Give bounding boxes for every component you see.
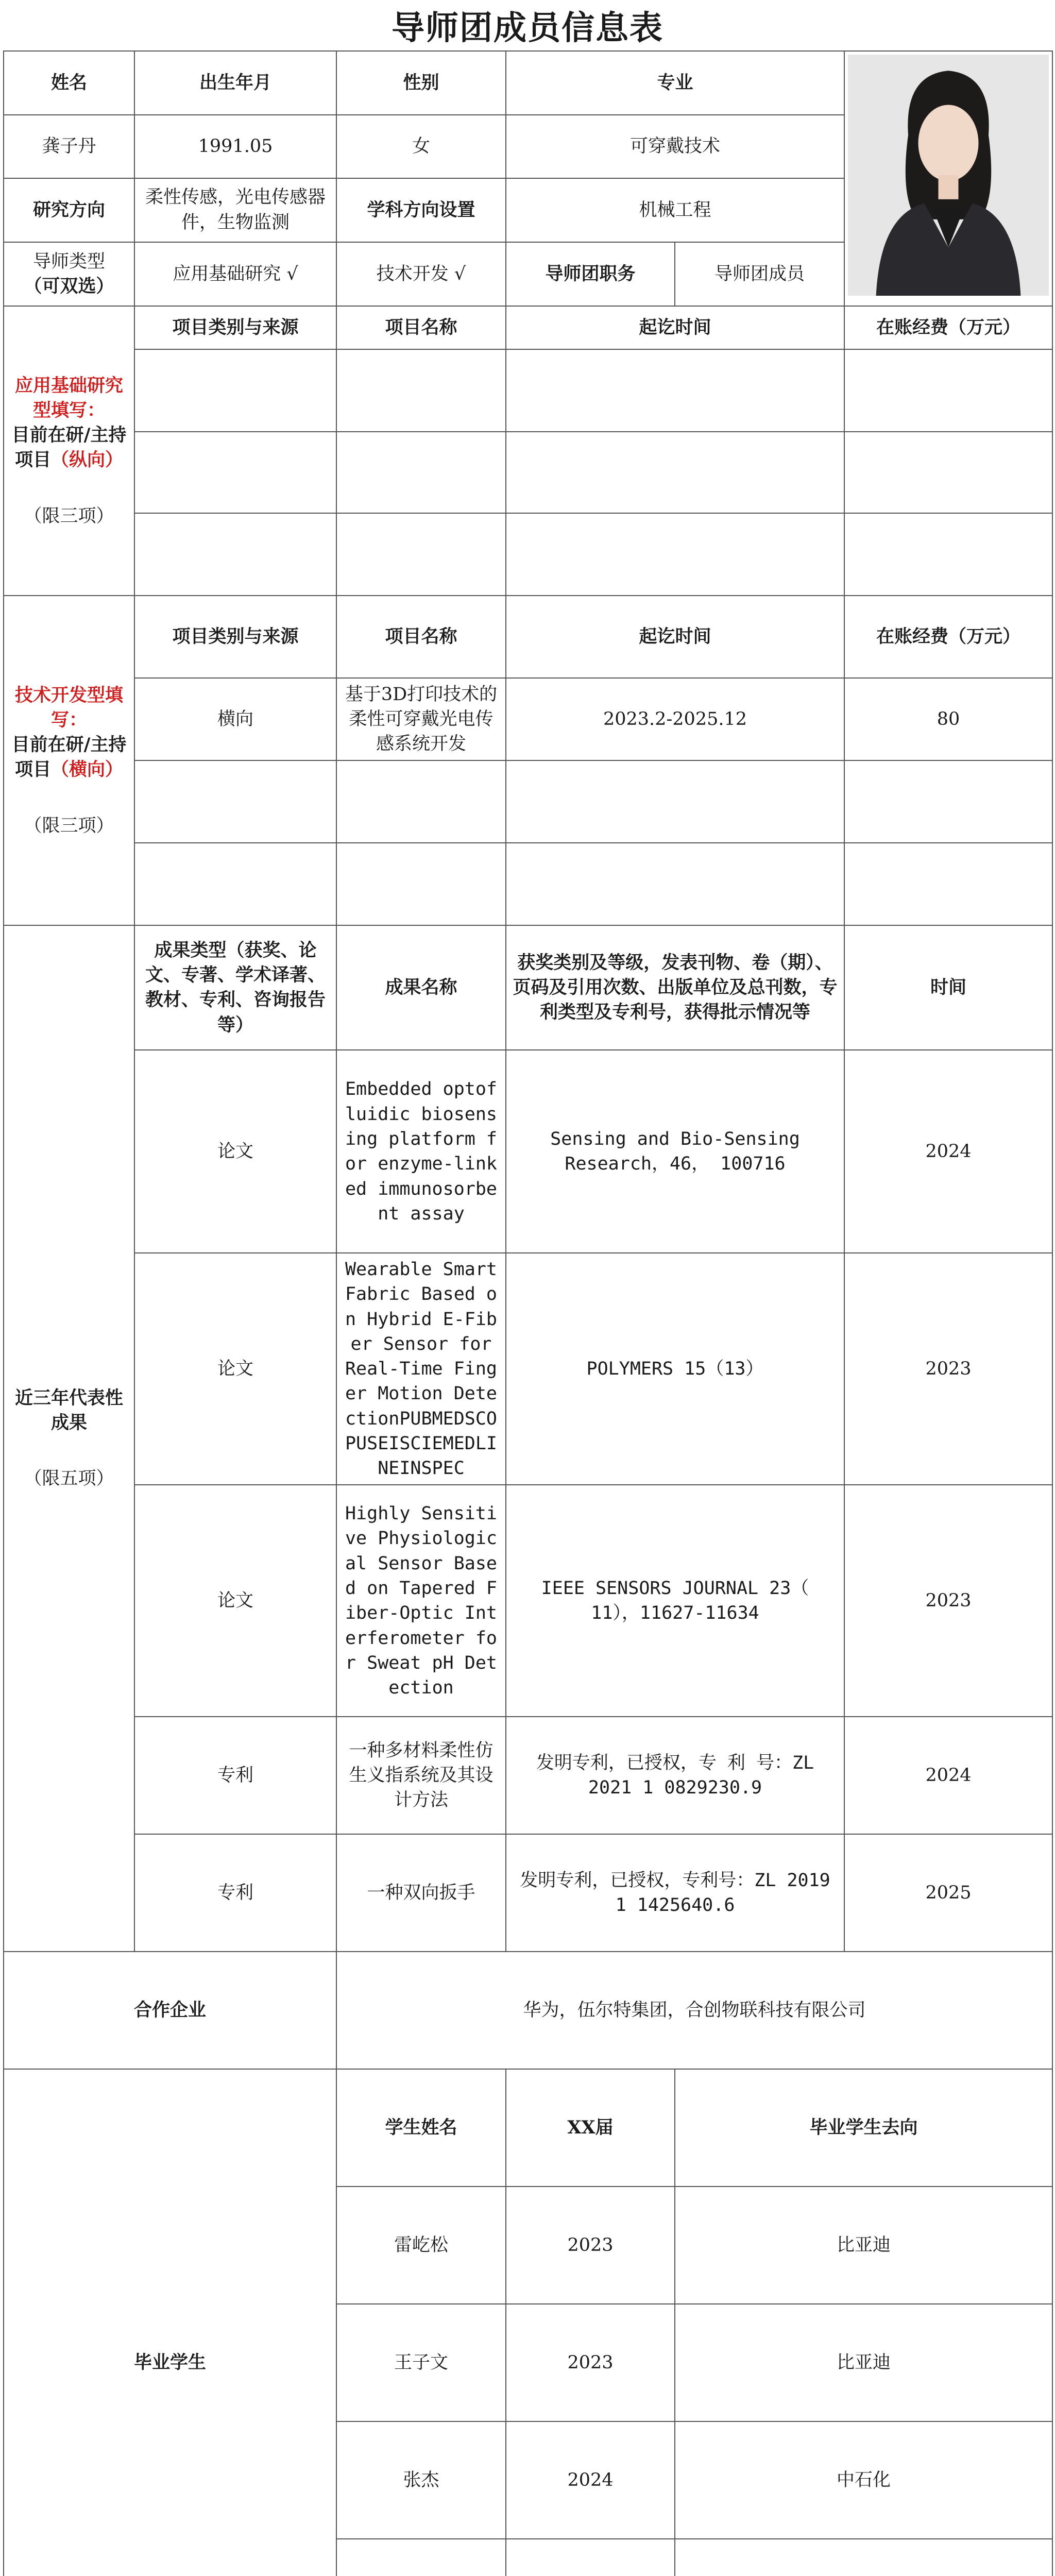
achievement-time: 2025 — [844, 1834, 1052, 1952]
enterprise-row — [4, 1952, 1052, 2069]
enterprise-value: 华为，伍尔特集团，合创物联科技有限公司 — [336, 1952, 1052, 2069]
grad-col-year: XX届 — [506, 2069, 675, 2187]
applied-header-row — [4, 306, 1052, 349]
tech-col-source: 项目类别与来源 — [134, 596, 336, 678]
achievement-detail: Sensing and Bio-Sensing Research，46， 100716 — [506, 1050, 844, 1253]
advisor-type-hint: （可双选） — [24, 276, 114, 297]
achievement-type: 专利 — [134, 1717, 336, 1834]
tech-empty-row-2 — [4, 843, 1052, 925]
tech-col-funds: 在账经费（万元） — [844, 596, 1052, 678]
achievement-row-1 — [4, 1050, 1052, 1253]
graduate-dest — [675, 2539, 1052, 2576]
basic-header-row — [4, 51, 1052, 115]
tech-side-limit: （限三项） — [24, 815, 114, 836]
ach-col-time: 时间 — [844, 925, 1052, 1050]
achievements-side-limit: （限五项） — [24, 1468, 114, 1489]
page-title: 导师团成员信息表 — [392, 9, 663, 47]
applied-empty-row-3 — [4, 513, 1052, 596]
profile-photo — [848, 55, 1049, 296]
advisor-type-label — [4, 242, 134, 306]
tech-empty-row-1 — [4, 760, 1052, 843]
achievement-time: 2023 — [844, 1253, 1052, 1485]
gender-label: 性别 — [336, 51, 506, 115]
achievement-detail: 发明专利，已授权，专 利 号：ZL 2021 1 0829230.9 — [506, 1717, 844, 1834]
graduate-name: 张杰 — [336, 2421, 506, 2539]
graduate-year — [506, 2539, 675, 2576]
tech-side-label — [4, 596, 134, 925]
achievement-name: Highly Sensitive Physiological Sensor Based on Tapered Fiber-Optic Interferometer for Sweat pH Detection — [336, 1485, 506, 1717]
achievement-time: 2024 — [844, 1050, 1052, 1253]
role-value: 导师团成员 — [675, 242, 844, 306]
info-form-table — [3, 50, 1053, 2576]
applied-empty-row-1 — [4, 349, 1052, 432]
achievement-type: 论文 — [134, 1253, 336, 1485]
achievement-name: Wearable Smart Fabric Based on Hybrid E-Fiber Sensor for Real-Time Finger Motion DetectionPUBMEDSCOPUSEISCIEMEDLINEINSPEC — [336, 1253, 506, 1485]
grad-col-dest: 毕业学生去向 — [675, 2069, 1052, 2187]
achievement-detail: 发明专利，已授权，专利号：ZL 2019 1 1425640.6 — [506, 1834, 844, 1952]
ach-col-type: 成果类型（获奖、论文、专著、学术译著、教材、专利、咨询报告等） — [134, 925, 336, 1050]
applied-side-limit: （限三项） — [24, 505, 114, 527]
role-label: 导师团职务 — [506, 242, 675, 306]
advisor-type-label-text: 导师类型 — [32, 251, 105, 272]
applied-side-label — [4, 306, 134, 596]
discipline-label: 学科方向设置 — [336, 178, 506, 242]
achievement-time: 2023 — [844, 1485, 1052, 1717]
major-value: 可穿戴技术 — [506, 115, 844, 178]
achievement-row-2 — [4, 1253, 1052, 1485]
name-label: 姓名 — [4, 51, 134, 115]
applied-side-red: 应用基础研究型填写： — [14, 375, 123, 421]
achievements-header-row — [4, 925, 1052, 1050]
achievement-name: 一种双向扳手 — [336, 1834, 506, 1952]
birth-value: 1991.05 — [134, 115, 336, 178]
applied-col-funds: 在账经费（万元） — [844, 306, 1052, 349]
applied-side-line: 目前在研/主持项目 — [11, 425, 127, 471]
applied-side-red2: （纵向） — [51, 449, 124, 471]
enterprise-label: 合作企业 — [4, 1952, 336, 2069]
tech-side-red: 技术开发型填写： — [14, 684, 123, 731]
achievement-detail: IEEE SENSORS JOURNAL 23（ 11），11627-11634 — [506, 1485, 844, 1717]
tech-project-row — [4, 678, 1052, 760]
tech-header-row — [4, 596, 1052, 678]
applied-empty-row-2 — [4, 432, 1052, 513]
tech-side-line: 目前在研/主持项目 — [11, 734, 127, 781]
tech-project-name: 基于3D打印技术的柔性可穿戴光电传感系统开发 — [336, 678, 506, 760]
graduate-dest: 中石化 — [675, 2421, 1052, 2539]
achievements-side-line: 近三年代表性成果 — [14, 1387, 123, 1434]
research-value: 柔性传感，光电传感器件，生物监测 — [134, 178, 336, 242]
applied-col-name: 项目名称 — [336, 306, 506, 349]
achievement-time: 2024 — [844, 1717, 1052, 1834]
applied-col-period: 起讫时间 — [506, 306, 844, 349]
achievement-row-5 — [4, 1834, 1052, 1952]
achievement-type: 论文 — [134, 1050, 336, 1253]
achievement-row-3 — [4, 1485, 1052, 1717]
achievement-name: 一种多材料柔性仿生义指系统及其设计方法 — [336, 1717, 506, 1834]
achievement-type: 论文 — [134, 1485, 336, 1717]
type-tech-value: 技术开发 √ — [336, 242, 506, 306]
profile-photo-cell — [844, 51, 1052, 306]
tech-col-name: 项目名称 — [336, 596, 506, 678]
type-applied-value: 应用基础研究 √ — [134, 242, 336, 306]
graduate-dest: 比亚迪 — [675, 2187, 1052, 2304]
graduate-name: 王子文 — [336, 2304, 506, 2421]
ach-col-detail: 获奖类别及等级，发表刊物、卷（期）、页码及引用次数、出版单位及总刊数，专利类型及专利号，获得批示情况等 — [506, 925, 844, 1050]
gender-value: 女 — [336, 115, 506, 178]
tech-project-funds: 80 — [844, 678, 1052, 760]
research-label: 研究方向 — [4, 178, 134, 242]
achievement-detail: POLYMERS 15（13） — [506, 1253, 844, 1485]
graduate-dest: 比亚迪 — [675, 2304, 1052, 2421]
tech-project-period: 2023.2-2025.12 — [506, 678, 844, 760]
graduate-year: 2023 — [506, 2187, 675, 2304]
birth-label: 出生年月 — [134, 51, 336, 115]
discipline-value: 机械工程 — [506, 178, 844, 242]
achievements-side-label — [4, 925, 134, 1952]
applied-col-source: 项目类别与来源 — [134, 306, 336, 349]
graduates-header-row — [4, 2069, 1052, 2187]
tech-side-red2: （横向） — [51, 759, 124, 781]
grad-col-name: 学生姓名 — [336, 2069, 506, 2187]
tech-col-period: 起讫时间 — [506, 596, 844, 678]
achievement-name: Embedded optofluidic biosensing platform for enzyme-linked immunosorbent assay — [336, 1050, 506, 1253]
major-label: 专业 — [506, 51, 844, 115]
ach-col-name: 成果名称 — [336, 925, 506, 1050]
graduate-year: 2024 — [506, 2421, 675, 2539]
achievement-type: 专利 — [134, 1834, 336, 1952]
achievement-row-4 — [4, 1717, 1052, 1834]
name-value: 龚子丹 — [4, 115, 134, 178]
graduates-label: 毕业学生 — [4, 2069, 336, 2576]
graduate-name: 雷屹松 — [336, 2187, 506, 2304]
graduate-year: 2023 — [506, 2304, 675, 2421]
graduate-name — [336, 2539, 506, 2576]
tech-project-source: 横向 — [134, 678, 336, 760]
